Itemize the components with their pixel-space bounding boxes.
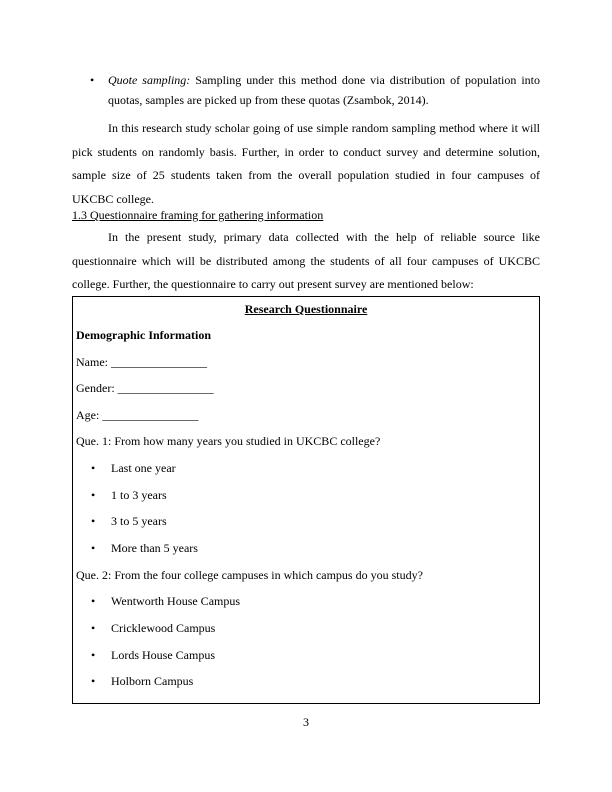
questionnaire-box [72, 296, 540, 704]
bullet-term: Quote sampling: [108, 73, 191, 87]
list-item [91, 513, 167, 529]
bullet-icon: • [91, 648, 96, 662]
option-label: Last one year [111, 461, 176, 475]
page-number: 3 [303, 715, 309, 729]
bullet-icon: • [91, 541, 96, 555]
question-2: Que. 2: From the four college campuses in which campus do you study? [76, 568, 423, 582]
questionnaire-title: Research Questionnaire [244, 302, 368, 316]
bullet-icon: • [91, 461, 96, 475]
question-1: Que. 1: From how many years you studied in UKCBC college? [76, 434, 381, 448]
bullet-icon: • [91, 514, 96, 528]
bullet-icon: • [91, 621, 96, 635]
bullet-icon: • [90, 73, 95, 87]
bullet-icon: • [91, 488, 96, 502]
sampling-paragraph: In this research study scholar going of use simple random sampling method where it will pick students on randomly basis. Further, in order to conduct survey and determine solution, sample size of 25 students taken from the overall population studied in four campuses of UKCBC college. [72, 121, 540, 206]
gender-field: Gender: ________________ [76, 381, 214, 395]
option-label: More than 5 years [111, 541, 198, 555]
list-item [91, 647, 215, 663]
name-field: Name: ________________ [76, 355, 207, 369]
bullet-icon: • [91, 594, 96, 608]
section-heading: 1.3 Questionnaire framing for gathering information [72, 208, 324, 222]
quote-sampling-bullet [90, 70, 540, 110]
list-item [91, 540, 198, 556]
bullet-body: Sampling under this method done via distribution of population into quotas, samples are picked up from these quotas (Zsambok, 2014). [108, 73, 540, 107]
option-label: 3 to 5 years [111, 514, 167, 528]
list-item [91, 460, 176, 476]
list-item [91, 593, 240, 609]
option-label: Wentworth House Campus [111, 594, 241, 608]
option-label: Holborn Campus [111, 674, 194, 688]
option-label: Lords House Campus [111, 648, 215, 662]
list-item [91, 487, 167, 503]
bullet-icon: • [91, 674, 96, 688]
option-label: 1 to 3 years [111, 488, 167, 502]
list-item [91, 620, 215, 636]
list-item [91, 673, 193, 689]
questionnaire-intro-paragraph: In the present study, primary data collected with the help of reliable source like questionnaire which will be distributed among the students of all four campuses of UKCBC college. Further, the questionnaire to carry out present survey are mentioned below: [72, 230, 540, 292]
option-label: Cricklewood Campus [111, 621, 216, 635]
bullet-text [108, 70, 540, 110]
demographic-heading: Demographic Information [76, 328, 211, 342]
age-field: Age: ________________ [76, 408, 199, 422]
